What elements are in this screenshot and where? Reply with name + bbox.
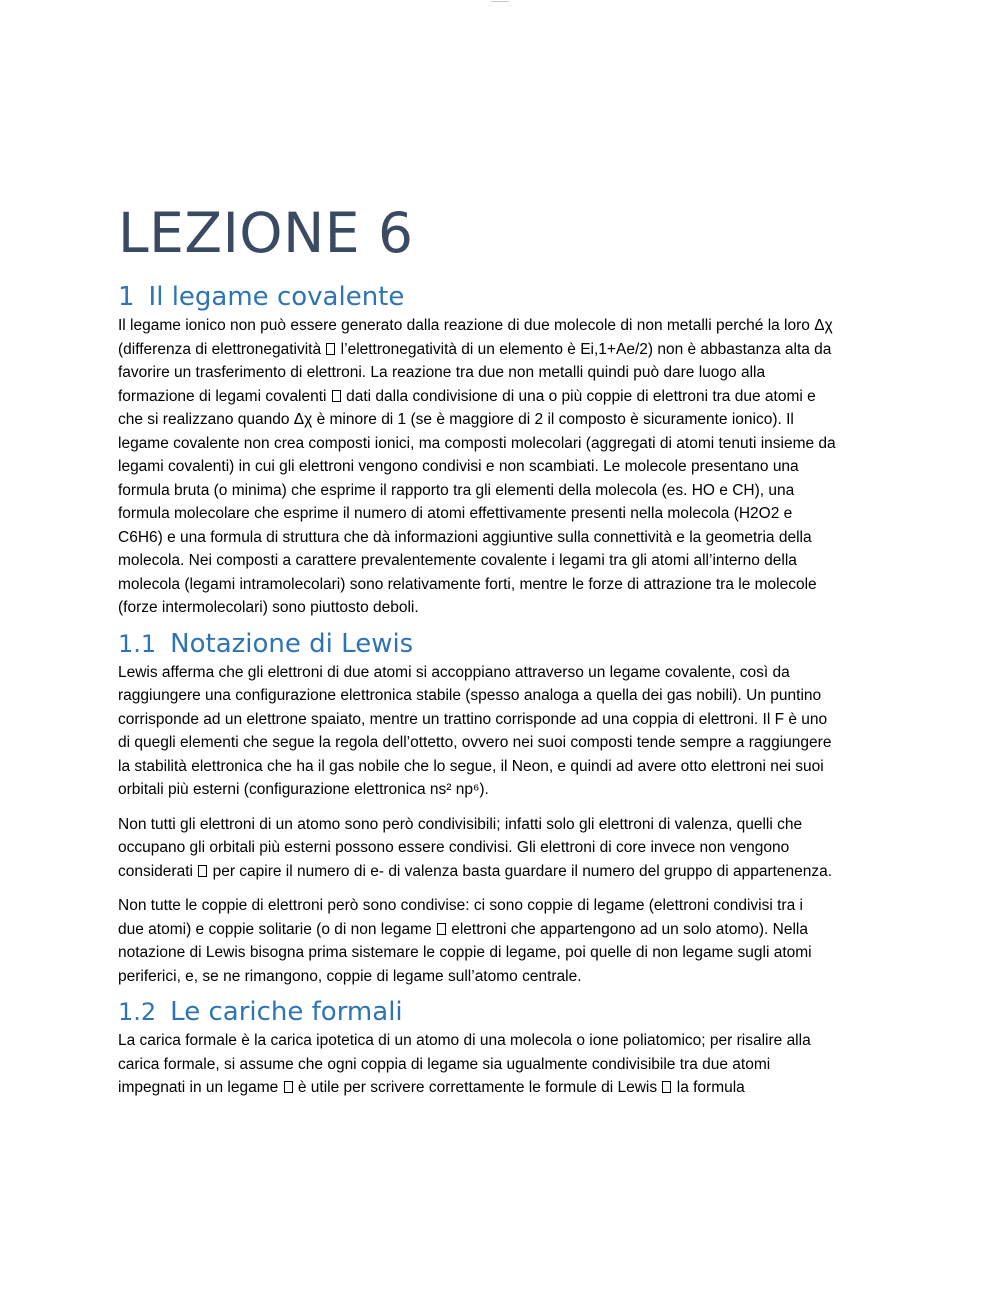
paragraph-line: formazione di legami covalenti dati dalla condivisione di una o più coppie di elettroni tra due atomi e — [118, 387, 816, 405]
paragraph-line: raggiungere una configurazione elettronica stabile (spesso analoga a quella dei gas nobili). Un puntino — [118, 687, 822, 704]
paragraph-line: molecola. Nei composti a carattere prevalentemente covalente i legami tra gli atomi all’interno della — [118, 552, 797, 569]
paragraph-line: occupano gli orbitali più esterni possono essere condivisi. Gli elettroni di core invece non vengono — [118, 839, 790, 856]
missing-glyph-icon — [326, 343, 335, 355]
body-paragraph — [118, 813, 884, 884]
paragraph-line: legami covalenti) in cui gli elettroni vengono condivisi e non scambiati. Le molecole presentano una — [118, 458, 799, 475]
document-body — [118, 196, 884, 1100]
paragraph-line: molecola (legami intramolecolari) sono relativamente forti, mentre le forze di attrazione tra le molecole — [118, 575, 817, 593]
paragraph-line: formula molecolare che esprime il numero di atomi effettivamente presenti nella molecola (H2O2 e — [118, 505, 793, 522]
paragraph-line: periferici, e, se ne rimangono, coppie di legame sull’atomo centrale. — [118, 967, 582, 985]
section-heading-text: Il legame covalente — [148, 282, 405, 312]
section-heading — [118, 280, 884, 314]
body-paragraph — [118, 661, 884, 802]
missing-glyph-icon — [198, 865, 207, 877]
paragraph-line: La carica formale è la carica ipotetica di un atomo di una molecola o ione poliatomico; per risalire alla — [118, 1032, 811, 1049]
paragraph-line: orbitali più esterni (configurazione elettronica ns² np⁶). — [118, 781, 489, 798]
paragraph-line: di quegli elementi che segue la regola dell’ottetto, ovvero nei suoi composti tende sempre a raggiungere — [118, 734, 832, 751]
paragraph-line: la stabilità elettronica che ha il gas nobile che lo segue, il Neon, e quindi ad avere otto elettroni nei suoi — [118, 757, 824, 775]
section-number: 1 — [118, 282, 135, 312]
body-paragraph — [118, 314, 884, 620]
missing-glyph-icon — [332, 390, 341, 402]
missing-glyph-icon — [284, 1081, 293, 1093]
paragraph-line: (differenza di elettronegatività l’elettronegatività di un elemento è Ei,1+Ae/2) non è abbastanza alta da — [118, 340, 832, 358]
paragraph-line: Non tutti gli elettroni di un atomo sono però condivisibili; infatti solo gli elettroni di valenza, quelli che — [118, 815, 803, 833]
paragraph-line: considerati per capire il numero di e- di valenza basta guardare il numero del gruppo di appartenenza. — [118, 862, 833, 880]
paragraph-line: Il legame ionico non può essere generato dalla reazione di due molecole di non metalli perché la loro Δχ — [118, 317, 833, 334]
sections-container — [118, 280, 884, 1100]
section-heading — [118, 627, 884, 661]
section-heading-text: Le cariche formali — [170, 997, 403, 1027]
paragraph-line: notazione di Lewis bisogna prima sistemare le coppie di legame, poi quelle di non legame sugli atomi — [118, 944, 812, 961]
paragraph-line: carica formale, si assume che ogni coppia di legame sia ugualmente condivisibile tra due atomi — [118, 1055, 771, 1073]
body-paragraph — [118, 1029, 884, 1100]
missing-glyph-icon — [437, 923, 446, 935]
document-title: LEZIONE 6 — [118, 201, 414, 265]
paragraph-line: che si realizzano quando Δχ è minore di 1 (se è maggiore di 2 il composto è sicuramente ionico). Il — [118, 411, 794, 428]
section-number: 1.1 — [118, 629, 157, 658]
section-number: 1.2 — [118, 998, 157, 1026]
paragraph-line: legame covalente non crea composti ionici, ma composti molecolari (aggregati di atomi tenuti insieme da — [118, 434, 836, 452]
missing-glyph-icon — [662, 1081, 671, 1093]
section-heading-text: Notazione di Lewis — [170, 628, 414, 659]
paragraph-line: corrisponde ad un elettrone spaiato, mentre un trattino corrisponde ad una coppia di elettroni. Il F è uno — [118, 710, 828, 728]
paragraph-line: impegnati in un legame è utile per scrivere correttamente le formule di Lewis la formula — [118, 1079, 745, 1096]
section-heading — [118, 995, 884, 1029]
paragraph-line: Non tutte le coppie di elettroni però sono condivise: ci sono coppie di legame (elettroni condivisi tra i — [118, 897, 803, 914]
paragraph-line: Lewis afferma che gli elettroni di due atomi si accoppiano attraverso un legame covalente, così da — [118, 663, 790, 681]
body-paragraph — [118, 894, 884, 988]
header-mark — [491, 0, 509, 3]
paragraph-line: (forze intermolecolari) sono piuttosto deboli. — [118, 599, 419, 616]
paragraph-line: formula bruta (o minima) che esprime il rapporto tra gli elementi della molecola (es. HO e CH), una — [118, 481, 795, 499]
paragraph-line: C6H6) e una formula di struttura che dà informazioni aggiuntive sulla connettività e la geometria della — [118, 528, 812, 546]
paragraph-line: favorire un trasferimento di elettroni. La reazione tra due non metalli quindi può dare luogo alla — [118, 364, 766, 381]
paragraph-line: due atomi) e coppie solitarie (o di non legame elettroni che appartengono ad un solo atomo). Nella — [118, 920, 808, 938]
